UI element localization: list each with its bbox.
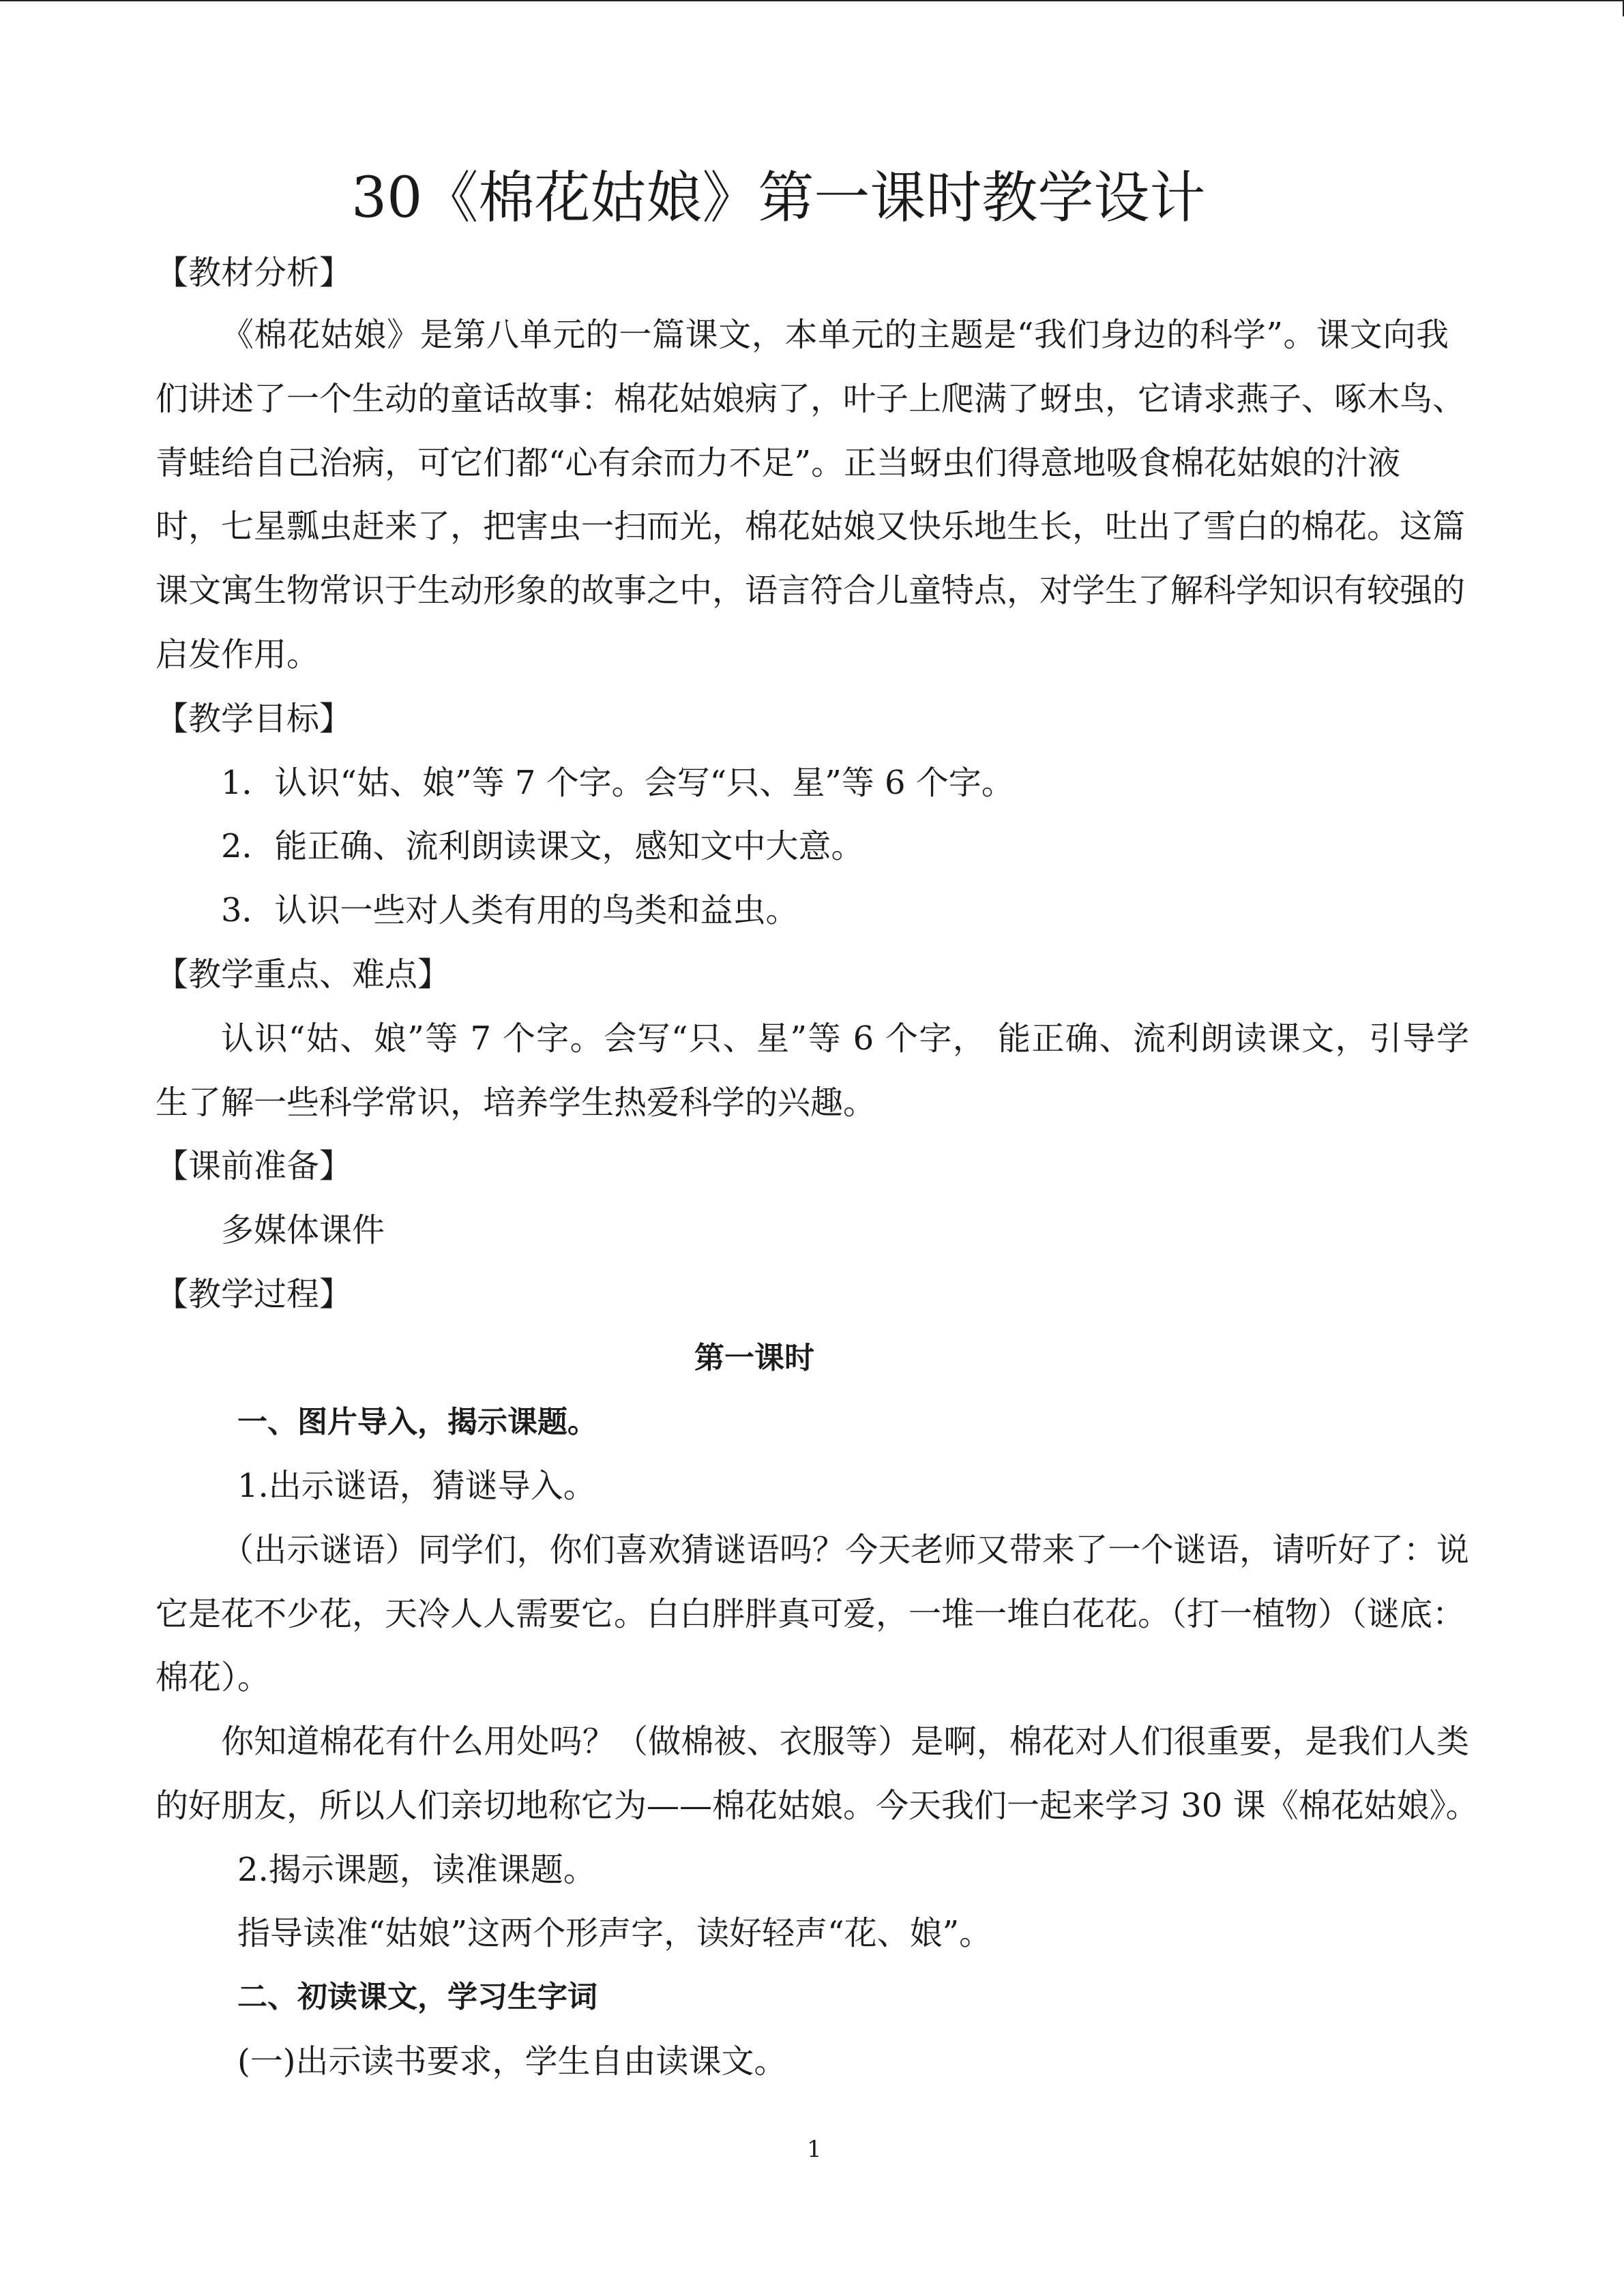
analysis-line: 青蛙给自己治病，可它们都“心有余而力不足”。正当蚜虫们得意地吸食棉花姑娘的汁液 <box>156 444 1401 482</box>
step-text: 1.出示谜语，猜谜导入。 <box>237 1467 596 1505</box>
section-heading-prep: 【课前准备】 <box>156 1147 353 1185</box>
prep-text: 多媒体课件 <box>221 1211 385 1249</box>
top-border <box>0 0 1624 1</box>
riddle-line: 它是花不少花，天冷人人需要它。白白胖胖真可爱，一堆一堆白花花。（打一植物）（谜底： <box>156 1595 1466 1633</box>
goal-item: 2．能正确、流利朗读课文，感知文中大意。 <box>221 827 864 865</box>
analysis-line: 时，七星瓢虫赶来了，把害虫一扫而光，棉花姑娘又快乐地生长，吐出了雪白的棉花。这篇 <box>156 507 1466 546</box>
goal-item: 3．认识一些对人类有用的鸟类和益虫。 <box>221 891 799 929</box>
analysis-line: 课文寓生物常识于生动形象的故事之中，语言符合儿童特点，对学生了解科学知识有较强的 <box>156 571 1466 610</box>
document-title: 30《棉花姑娘》第一课时教学设计 <box>351 166 1206 230</box>
section-heading-key-points: 【教学重点、难点】 <box>156 955 451 994</box>
section-heading-process: 【教学过程】 <box>156 1275 353 1313</box>
usage-line: 的好朋友，所以人们亲切地称它为——棉花姑娘。今天我们一起来学习 30 课《棉花姑娘》。 <box>156 1787 1479 1825</box>
goal-item: 1．认识“姑、娘”等 7 个字。会写“只、星”等 6 个字。 <box>221 764 1014 802</box>
lesson-title: 第一课时 <box>694 1341 814 1375</box>
analysis-line: 们讲述了一个生动的童话故事：棉花姑娘病了，叶子上爬满了蚜虫，它请求燕子、啄木鸟、 <box>156 380 1466 418</box>
key-points-line: 认识“姑、娘”等 7 个字。会写“只、星”等 6 个字， 能正确、流利朗读课文，引导学 <box>221 1019 1469 1058</box>
analysis-line: 启发作用。 <box>156 636 320 674</box>
step-text: (一)出示读书要求，学生自由读课文。 <box>237 2042 787 2081</box>
section-heading-goals: 【教学目标】 <box>156 700 353 738</box>
key-points-line: 生了解一些科学常识，培养学生热爱科学的兴趣。 <box>156 1084 876 1122</box>
step-text: 2.揭示课题，读准课题。 <box>237 1851 596 1889</box>
part-heading: 二、初读课文，学习生字词 <box>237 1980 597 2014</box>
part-heading: 一、图片导入，揭示课题。 <box>237 1405 597 1440</box>
step-detail: 指导读准“姑娘”这两个形声字，读好轻声“花、娘”。 <box>237 1914 992 1952</box>
usage-line: 你知道棉花有什么用处吗？（做棉被、衣服等）是啊，棉花对人们很重要，是我们人类 <box>221 1723 1469 1761</box>
page-number: 1 <box>807 2136 822 2163</box>
analysis-line: 《棉花姑娘》是第八单元的一篇课文，本单元的主题是“我们身边的科学”。课文向我 <box>221 316 1449 354</box>
section-heading-analysis: 【教材分析】 <box>156 254 353 292</box>
riddle-line: 棉花）。 <box>156 1658 271 1697</box>
riddle-line: （出示谜语）同学们，你们喜欢猜谜语吗？今天老师又带来了一个谜语，请听好了：说 <box>221 1531 1469 1569</box>
